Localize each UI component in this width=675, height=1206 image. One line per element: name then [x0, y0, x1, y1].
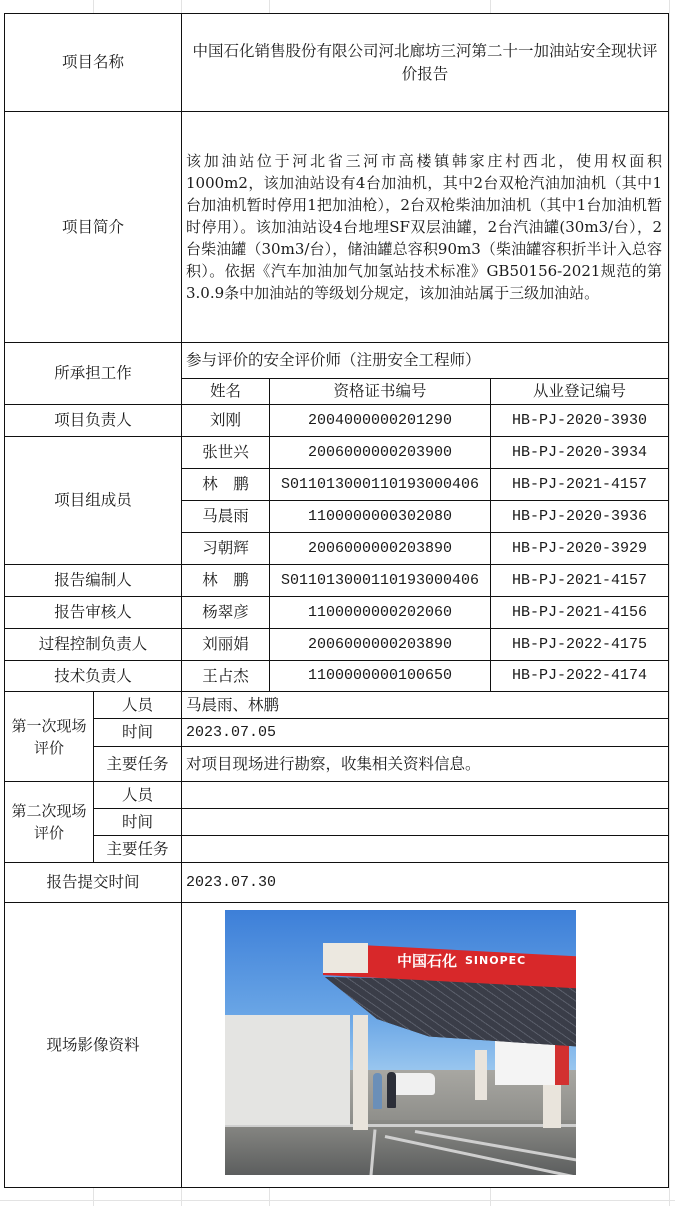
- role-label: 项目负责人: [4, 404, 182, 437]
- assessor-cert-number: 1100000000202060: [269, 596, 491, 629]
- assessor-reg-number: HB-PJ-2020-3934: [490, 436, 669, 469]
- visit-personnel-value: 马晨雨、林鹏: [181, 691, 669, 719]
- assessor-reg-number: HB-PJ-2021-4157: [490, 468, 669, 501]
- assessor-name: 王占杰: [181, 660, 270, 692]
- submission-date-value: 2023.07.30: [181, 862, 669, 903]
- assessor-cert-number: 2006000000203890: [269, 532, 491, 565]
- reg-column-header: 从业登记编号: [490, 378, 669, 405]
- photo-car: [390, 1073, 435, 1095]
- visit-field-label: 人员: [93, 781, 182, 809]
- sheet-gridline: [0, 1200, 675, 1201]
- assessor-cert-number: 2006000000203890: [269, 628, 491, 661]
- first-visit-label: 第一次现场评价: [4, 691, 94, 782]
- assessor-reg-number: HB-PJ-2022-4175: [490, 628, 669, 661]
- visit-field-label: 时间: [93, 808, 182, 836]
- assessor-name: 习朝辉: [181, 532, 270, 565]
- assessor-reg-number: HB-PJ-2020-3929: [490, 532, 669, 565]
- assessor-cert-number: S011013000110193000406: [269, 564, 491, 597]
- submission-date-label: 报告提交时间: [4, 862, 182, 903]
- assessor-name: 林 鹏: [181, 468, 270, 501]
- assessor-name: 刘刚: [181, 404, 270, 437]
- role-label: 过程控制负责人: [4, 628, 182, 661]
- sheet-gridline: [669, 0, 670, 1206]
- assessor-reg-number: HB-PJ-2020-3930: [490, 404, 669, 437]
- visit-task-value: 对项目现场进行勘察，收集相关资料信息。: [181, 746, 669, 782]
- project-intro-value: 该加油站位于河北省三河市高楼镇韩家庄村西北，使用权面积1000m2，该加油站设有4台加油机，其中2台双枪汽油加油机（其中1台加油机暂时停用1把加油枪），2台双枪柴油加油机（其中1台加油机暂时停用）。该加油站设4台地埋SF双层油罐，2台汽油罐(30m3/台），2台柴油罐（30m3/台），储油罐总容积90m3（柴油罐容积折半计入总容积）。依据《汽车加油加气加氢站技术标准》GB50156-2021规范的第3.0.9条中加油站的等级划分规定，该加油站属于三级加油站。: [181, 111, 669, 343]
- assessor-reg-number: HB-PJ-2021-4156: [490, 596, 669, 629]
- sinopec-logo-icon: [323, 943, 368, 973]
- visit-field-label: 人员: [93, 691, 182, 719]
- photo-pump-island: [475, 1050, 487, 1100]
- role-column-header: 所承担工作: [4, 342, 182, 405]
- assessors-group-header: 参与评价的安全评价师（注册安全工程师）: [181, 342, 669, 379]
- visit-field-label: 时间: [93, 718, 182, 747]
- project-intro-label: 项目简介: [4, 111, 182, 343]
- photo-person: [387, 1072, 396, 1108]
- photo-building-wall: [225, 1015, 350, 1125]
- site-images-label: 现场影像资料: [4, 902, 182, 1188]
- role-label: 报告审核人: [4, 596, 182, 629]
- photo-truck: [495, 1040, 569, 1085]
- project-name-value: 中国石化销售股份有限公司河北廊坊三河第二十一加油站安全现状评价报告: [181, 13, 669, 112]
- assessor-cert-number: 1100000000302080: [269, 500, 491, 533]
- assessor-cert-number: 2004000000201290: [269, 404, 491, 437]
- second-visit-label: 第二次现场评价: [4, 781, 94, 863]
- assessor-reg-number: HB-PJ-2020-3936: [490, 500, 669, 533]
- name-column-header: 姓名: [181, 378, 270, 405]
- assessor-cert-number: 2006000000203900: [269, 436, 491, 469]
- assessor-cert-number: S011013000110193000406: [269, 468, 491, 501]
- assessor-name: 张世兴: [181, 436, 270, 469]
- sign-text-cn: 中国石化: [397, 952, 458, 970]
- assessor-reg-number: HB-PJ-2021-4157: [490, 564, 669, 597]
- assessor-name: 杨翠彦: [181, 596, 270, 629]
- photo-canopy-pillar: [353, 1015, 368, 1130]
- visit-field-label: 主要任务: [93, 835, 182, 863]
- photo-person: [373, 1073, 382, 1109]
- visit-task-value: [181, 835, 669, 863]
- assessor-cert-number: 1100000000100650: [269, 660, 491, 692]
- visit-personnel-value: [181, 781, 669, 809]
- assessor-name: 刘丽娟: [181, 628, 270, 661]
- assessor-name: 马晨雨: [181, 500, 270, 533]
- assessor-reg-number: HB-PJ-2022-4174: [490, 660, 669, 692]
- sign-text-en: SINOPEC: [465, 954, 527, 967]
- site-photo: [225, 910, 576, 1175]
- visit-date-value: [181, 808, 669, 836]
- visit-field-label: 主要任务: [93, 746, 182, 782]
- visit-date-value: 2023.07.05: [181, 718, 669, 747]
- role-label: 技术负责人: [4, 660, 182, 692]
- project-name-label: 项目名称: [4, 13, 182, 112]
- role-label: 项目组成员: [4, 436, 182, 565]
- role-label: 报告编制人: [4, 564, 182, 597]
- assessor-name: 林 鹏: [181, 564, 270, 597]
- cert-column-header: 资格证书编号: [269, 378, 491, 405]
